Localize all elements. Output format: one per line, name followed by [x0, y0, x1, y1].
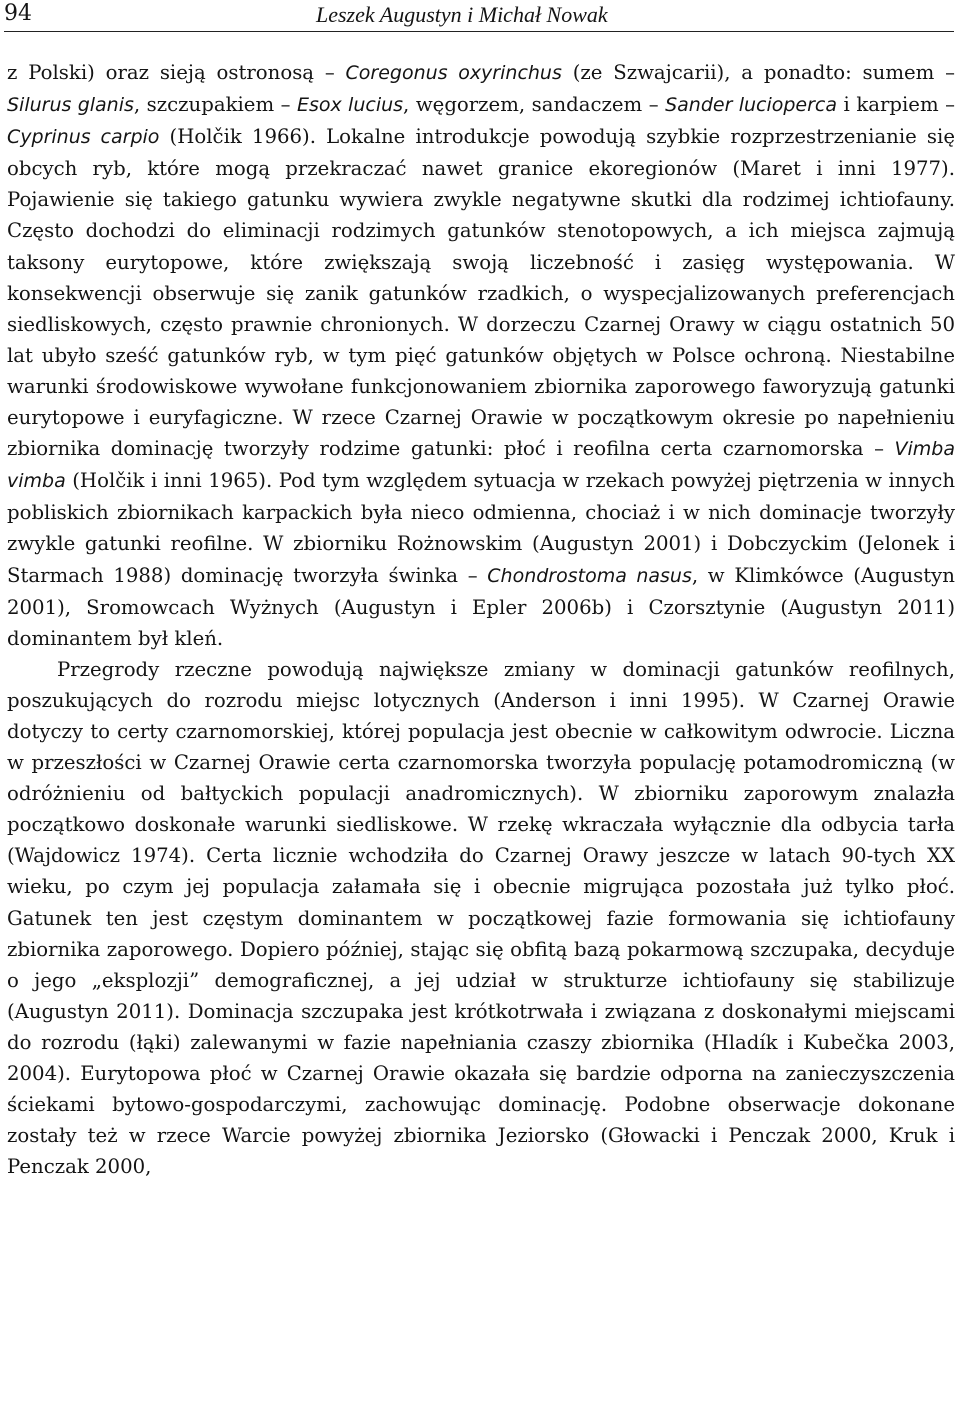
paragraph-1: [7, 57, 955, 654]
body-text: [7, 57, 955, 1182]
species-name: Coregonus oxyrinchus: [345, 62, 562, 84]
species-name: Chondrostoma nasus: [487, 564, 692, 587]
text-span: (Holčik i inni 1965). Pod tym względem sytuacja w rzekach powyżej piętrzenia w innych pobliskich zbiornikach karpackich była nieco odmienna, chociaż i w nich dominacje tworzyły zwykle gatunki reofilne. W zbiorniku Rożnowskim (Augustyn 2001) i Dobczyckim (Jelonek i Starmach 1988) dominację tworzyła świnka –: [7, 469, 955, 587]
species-name: Silurus glanis: [7, 94, 134, 117]
text-span: i karpiem –: [837, 93, 955, 117]
species-name: Cyprinus carpio: [7, 126, 160, 149]
text-span: (Holčik 1966). Lokalne introdukcje powodują szybkie rozprzestrzenianie się obcych ryb, które mogą przekraczać nawet granice ekoregionów (Maret i inni 1977). Pojawienie się takiego gatunku wywiera zwykle negatywne skutki dla rodzimej ichtiofauny. Często dochodzi do eliminacji rodzimych gatunków stenotopowych, a ich miejsca zajmują taksony eurytopowe, które zwiększają swoją liczebność i zasięg występowania. W konsekwencji obserwuje się zanik gatunków rzadkich, o wyspecjalizowanych preferencjach siedliskowych, często prawnie chronionych. W dorzeczu Czarnej Orawy w ciągu ostatnich 50 lat ubyło sześć gatunków ryb, w tym pięć gatunków objętych w Polsce ochroną. Niestabilne warunki środowiskowe wywołane funkcjonowaniem zbiornika zaporowego faworyzują gatunki eurytopowe i euryfagiczne. W rzece Czarnej Orawie w początkowym okresie po napełnieniu zbiornika dominację tworzyły rodzime gatunki: płoć i reofilna certa czarnomorska –: [7, 125, 955, 461]
running-head: Leszek Augustyn i Michał Nowak: [316, 2, 608, 27]
text-span: z Polski) oraz sieją ostronosą –: [7, 61, 346, 84]
header-rule: [4, 31, 954, 32]
text-span: (ze Szwajcarii), a ponadto: sumem –: [561, 61, 955, 84]
text-span: , w Klimkówce (Augustyn 2001), Sromowcach Wyżnych (Augustyn i Epler 2006b) i Czorsztynie (Augustyn 2011) dominantem był kleń.: [7, 563, 955, 650]
species-name: Esox lucius: [296, 94, 404, 117]
text-span: , szczupakiem –: [133, 93, 297, 117]
species-name: Sander lucioperca: [665, 94, 838, 117]
species-name: Vimba vimba: [7, 438, 955, 493]
text-span: , węgorzem, sandaczem –: [403, 93, 666, 117]
page-header: [0, 0, 960, 32]
paragraph-2: Przegrody rzeczne powodują największe zmiany w dominacji gatunków reofilnych, poszukujących do rozrodu miejsc lotycznych (Anderson i inni 1995). W Czarnej Orawie dotyczy to certy czarnomorskiej, której populacja jest obecnie w całkowitym odwrocie. Liczna w przeszłości w Czarnej Orawie certa czarnomorska tworzyła populację potamodromiczną (w odróżnieniu od bałtyckich populacji anadromicznych). W zbiorniku zaporowym znalazła początkowo doskonałe warunki siedliskowe. W rzekę wkraczała wyłącznie dla odbycia tarła (Wajdowicz 1974). Certa licznie wchodziła do Czarnej Orawy jeszcze w latach 90-tych XX wieku, po czym jej populacja załamała się i obecnie migrująca pozostała już tylko płoć. Gatunek ten jest częstym dominantem w początkowej fazie formowania się ichtiofauny zbiornika zaporowego. Dopiero później, stając się obfitą bazą pokarmową szczupaka, decyduje o jego „eksplozji” demograficznej, a jej udział w strukturze ichtiofauny się stabilizuje (Augustyn 2011). Dominacja szczupaka jest krótkotrwała i związana z doskonałymi miejscami do rozrodu (łąki) zalewanymi w fazie napełniania czaszy zbiornika (Hladík i Kubečka 2003, 2004). Eurytopowa płoć w Czarnej Orawie okazała się bardzie odporna na zanieczyszczenia ściekami bytowo-gospodarczymi, zachowując dominację. Podobne obserwacje dokonane zostały też w rzece Warcie powyżej zbiornika Jeziorsko (Głowacki i Penczak 2000, Kruk i Penczak 2000,: [7, 657, 955, 1179]
page-number: 94: [4, 1, 32, 26]
